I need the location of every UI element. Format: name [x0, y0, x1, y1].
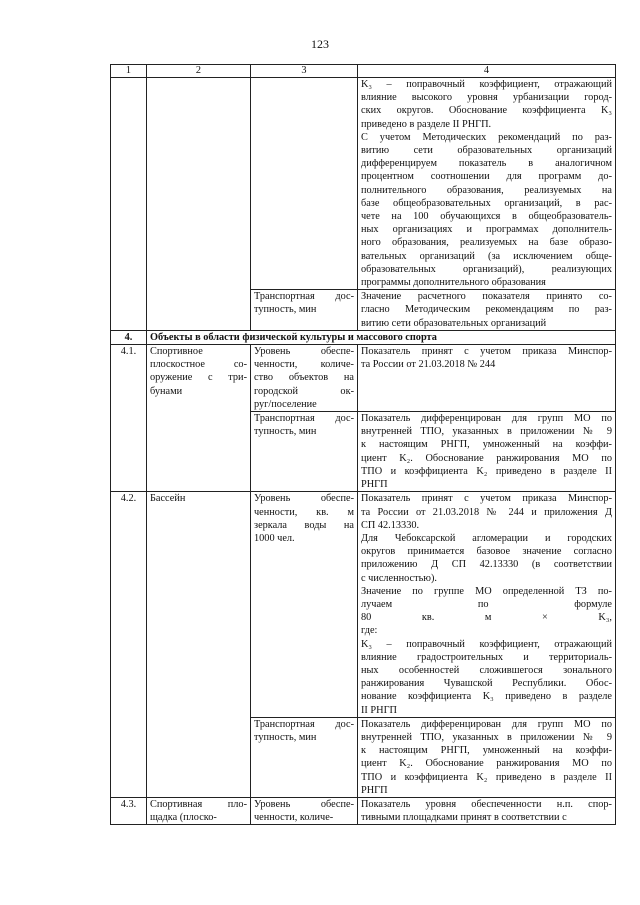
table-header-row	[111, 65, 616, 78]
text-line: базе общеобразовательных организаций, в рас-	[361, 197, 612, 209]
text-line: тупность, мин	[254, 731, 317, 743]
justification-cell	[358, 78, 616, 290]
text-line: K₃ – поправочный коэффициент, отражающий	[361, 79, 612, 90]
text-line: РНГП	[361, 479, 388, 491]
text-line: Показатель дифференцирован для групп МО по	[361, 413, 612, 425]
text-line: внутренней ТПО, указанных в приложении № 9	[361, 731, 612, 743]
text-line: ченности, количе-	[254, 359, 354, 371]
indicator-cell	[251, 290, 358, 331]
text-line: та России от 21.03.2018 № 244 и приложения Д	[361, 506, 612, 518]
text-line: чете на 100 обучающихся в общеобразователь-	[361, 211, 612, 223]
text-line: ченности, количе-	[254, 812, 334, 824]
text-line: Значение расчетного показателя принято со-	[361, 291, 612, 303]
text-line: округов принимается базовое значение согласно	[361, 546, 612, 558]
text-line: ТПО и коэффициента K₂ приведено в разделе II	[361, 771, 612, 783]
indicator-cell	[251, 717, 358, 797]
text-line: приведено в разделе II РНГП.	[361, 118, 492, 130]
page-number: 123	[311, 37, 329, 51]
indicator-cell	[251, 345, 358, 412]
justification-text	[361, 131, 612, 289]
text-line: нование коэффициента K₃ приведено в разделе	[361, 691, 612, 703]
object-cell	[147, 78, 251, 331]
row-number-cell: 4.1.	[111, 345, 147, 492]
object-cell	[147, 345, 251, 492]
object-cell	[147, 492, 251, 798]
text-line: процентном соотношении для программ до-	[361, 171, 612, 183]
section-row	[111, 330, 616, 344]
justification-cell	[358, 797, 616, 824]
header-cell: 4	[358, 65, 616, 78]
text-line: влияние высокого уровня урбанизации город-	[361, 92, 612, 104]
text-line: ство объектов на	[254, 372, 354, 384]
table-row	[111, 492, 616, 717]
header-cell: 1	[111, 65, 147, 78]
text-line: II РНГП	[361, 704, 397, 716]
text-line: лучаем по формуле	[361, 598, 612, 610]
indicator-cell	[251, 797, 358, 824]
text-line: вательных организаций (за исключением обще-	[361, 250, 612, 262]
text-line: ТПО и коэффициента K₂ приведено в разделе II	[361, 465, 612, 477]
text-line: ченности, кв. м	[254, 506, 354, 518]
justification-cell	[358, 412, 616, 492]
text-line: Уровень обеспе-	[254, 493, 354, 505]
text-line: Транспортная дос-	[254, 718, 354, 730]
justification-text	[361, 78, 612, 131]
table-row	[111, 797, 616, 824]
text-line: циент K₂. Обоснование ранжирования МО по	[361, 452, 612, 464]
text-line: оружение с три-	[150, 372, 247, 384]
text-line: к настоящим РНГП, умноженный на коэффи-	[361, 745, 612, 757]
text-line: щадка (плоско-	[150, 812, 217, 824]
text-line: Уровень обеспе-	[254, 798, 354, 810]
indicator-cell	[251, 492, 358, 717]
text-line: витию сети образовательных организаций	[361, 145, 612, 157]
justification-cell	[358, 717, 616, 797]
text-line: зеркала воды на	[254, 519, 354, 531]
section-number: 4.	[111, 330, 147, 344]
text-line: ских округов. Обоснование коэффициента K₃	[361, 105, 612, 117]
text-line: Транспортная дос-	[254, 291, 354, 303]
text-line: программы дополнительного образования	[361, 277, 546, 289]
text-line: Бассейн	[150, 493, 186, 505]
text-line: K₃ – поправочный коэффициент, отражающий	[361, 638, 612, 650]
text-line: тупность, мин	[254, 304, 317, 316]
text-line: Показатель принят с учетом приказа Минспор-	[361, 346, 612, 358]
text-line: Показатель дифференцирован для групп МО по	[361, 718, 612, 730]
header-cell: 3	[251, 65, 358, 78]
text-line: Уровень обеспе-	[254, 346, 354, 358]
text-line: городской ок-	[254, 385, 354, 397]
text-line: Значение по группе МО определенной ТЗ по-	[361, 585, 612, 597]
justification-cell	[358, 345, 616, 412]
justification-cell	[358, 492, 616, 717]
norms-table	[110, 64, 616, 825]
text-line: приложению Д СП 42.13330 (в соответствии	[361, 559, 612, 571]
text-line: с численностью).	[361, 572, 437, 584]
text-line: Показатель принят с учетом приказа Минспор-	[361, 493, 612, 505]
text-line: Показатель уровня обеспеченности н.п. спор-	[361, 798, 612, 810]
text-line: где:	[361, 625, 378, 637]
text-line: тивными площадками принят в соответствии с	[361, 812, 567, 824]
text-line: РНГП	[361, 784, 388, 796]
row-number-cell: 4.2.	[111, 492, 147, 798]
indicator-cell	[251, 412, 358, 492]
text-line: внутренней ТПО, указанных в приложении № 9	[361, 426, 612, 438]
text-line: полнительного образования, реализуемых на	[361, 184, 612, 196]
text-line: дифференцируем показатель в аналогичном	[361, 158, 612, 170]
text-line: ных особенностей сложившегося зонального	[361, 664, 612, 676]
text-line: тупность, мин	[254, 426, 317, 438]
text-line: ранжирования Чувашской Республики. Обос-	[361, 678, 612, 690]
justification-cell	[358, 290, 616, 331]
text-line: гласно Методическим рекомендациям по раз-	[361, 304, 612, 316]
text-line: витию сети образовательных организаций	[361, 317, 547, 329]
text-line: образовательных организаций), реализующих	[361, 263, 612, 275]
text-line: ных организациях и программах дополнитель-	[361, 224, 612, 236]
section-title: Объекты в области физической культуры и массового спорта	[147, 330, 616, 344]
text-line: руг/поселение	[254, 398, 317, 410]
table-row	[111, 345, 616, 412]
text-line: циент K₂. Обоснование ранжирования МО по	[361, 758, 612, 770]
text-line: влияние градостроительных и территориаль-	[361, 651, 612, 663]
text-line: 1000 чел.	[254, 532, 295, 544]
text-line: Транспортная дос-	[254, 413, 354, 425]
table-row	[111, 78, 616, 290]
text-line: 80 кв. м × K₃,	[361, 612, 612, 624]
text-line: Для Чебоксарской агломерации и городских	[361, 532, 612, 544]
row-number-cell	[111, 78, 147, 331]
text-line: та России от 21.03.2018 № 244	[361, 359, 496, 371]
text-line: бунами	[150, 385, 183, 397]
text-line: к настоящим РНГП, умноженный на коэффи-	[361, 439, 612, 451]
row-number-cell: 4.3.	[111, 797, 147, 824]
header-cell: 2	[147, 65, 251, 78]
object-cell	[147, 797, 251, 824]
text-line: СП 42.13330.	[361, 519, 420, 531]
text-line: Спортивная пло-	[150, 798, 247, 810]
text-line: ного образования, реализуемых на базе образо-	[361, 237, 612, 249]
indicator-cell	[251, 78, 358, 290]
text-line: плоскостное со-	[150, 359, 247, 371]
text-line: С учетом Методических рекомендаций по раз-	[361, 131, 612, 143]
text-line: Спортивное	[150, 346, 203, 358]
